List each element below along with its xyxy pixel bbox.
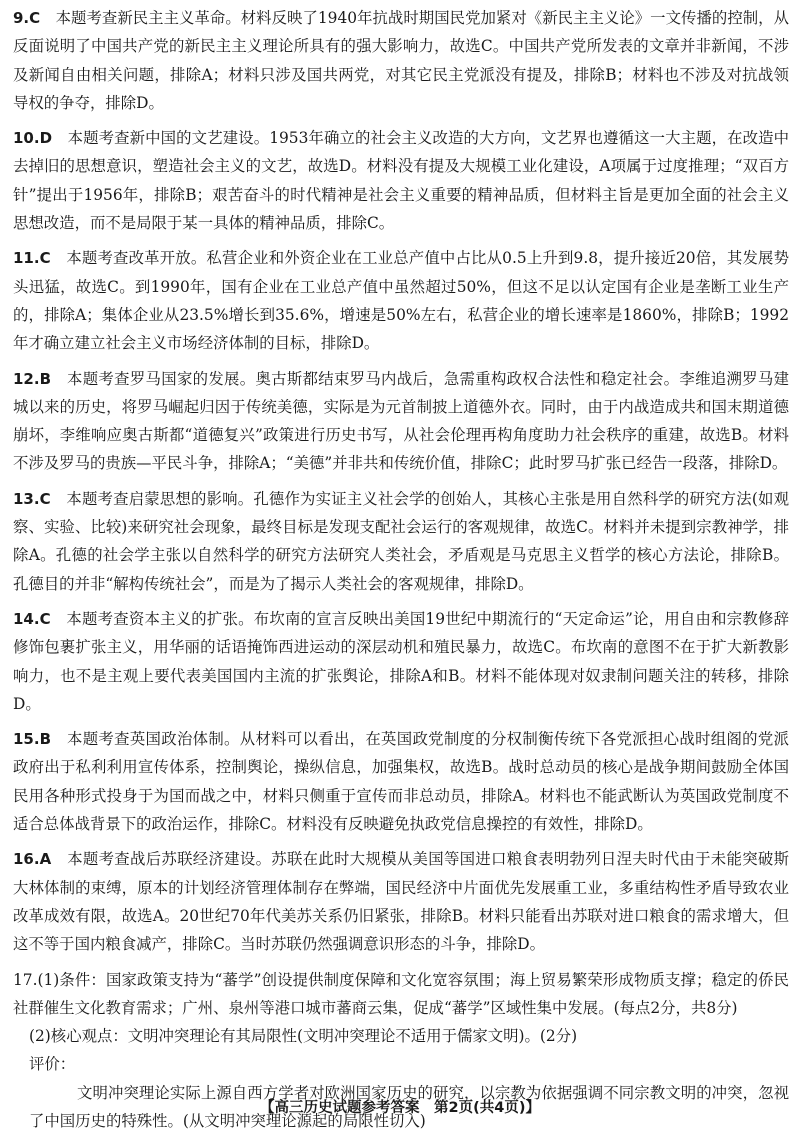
answer-item-15 bbox=[13, 725, 789, 838]
answer-item-9 bbox=[13, 4, 789, 117]
answer-item-14 bbox=[13, 605, 789, 718]
answer-text: 本题考查新民主主义革命。材料反映了1940年抗战时期国民党加紧对《新民主主义论》一文传播的控制，从反面说明了中国共产党的新民主主义理论所具有的强大影响力，故选C。中国共产党所发表的文章并非新闻，不涉及新闻自由相关问题，排除A；材料只涉及国共两党，对其它民主党派没有提及，排除B；材料也不涉及对抗战领导权的争夺，排除D。 bbox=[13, 9, 789, 112]
answer-text: 本题考查新中国的文艺建设。1953年确立的社会主义改造的大方向，文艺界也遵循这一大主题，在改造中去掉旧的思想意识，塑造社会主义的文艺，故选D。材料没有提及大规模工业化建设，A项属于过度推理；“双百方针”提出于1956年，排除B；艰苦奋斗的时代精神是社会主义重要的精神品质，但材料主旨是更加全面的社会主义思想改造，而不是局限于某一具体的精神品质，排除C。 bbox=[13, 129, 789, 233]
answer-text: 本题考查罗马国家的发展。奥古斯都结束罗马内战后，急需重构政权合法性和稳定社会。李维追溯罗马建城以来的历史，将罗马崛起归因于传统美德，实际是为元首制披上道德外衣。同时，由于内战造成共和国末期道德崩坏，李维响应奥古斯都“道德复兴”政策进行历史书写，从社会伦理再构角度助力社会秩序的重建，故选B。材料不涉及罗马的贵族—平民斗争，排除A；“美德”并非共和传统价值，排除C；此时罗马扩张已经告一段落，排除D。 bbox=[13, 369, 789, 473]
answer-number: 9.C bbox=[13, 9, 41, 27]
page-footer: 【高三历史试题参考答案 第2页(共4页)】 bbox=[260, 1100, 540, 1116]
answer-item-13 bbox=[13, 485, 789, 598]
answer-text: 本题考查英国政治体制。从材料可以看出，在英国政党制度的分权制衡传统下各党派担心战时组阁的党派政府出于私利利用宣传体系，控制舆论，操纵信息，加强集权，故选B。战时总动员的核心是战争期间鼓励全体国民用各种形式投身于为国而战之中，材料只侧重于宣传而非总动员，排除A。材料也不能武断认为英国政党制度不适合总体战背景下的政治运作，排除C。材料没有反映避免执政党信息操控的有效性，排除D。 bbox=[13, 730, 789, 834]
q17-part2: (2)核心观点：文明冲突理论有其局限性(文明冲突理论不适用于儒家文明)。(2分) bbox=[29, 1027, 578, 1046]
answer-item-10 bbox=[13, 124, 789, 237]
q17-part1: 17.(1)条件：国家政策支持为“蕃学”创设提供制度保障和文化宽容氛围；海上贸易繁荣形成物质支撑；稳定的侨民社群催生文化教育需求；广州、泉州等港口城市蕃商云集，促成“蕃学”区域性集中发展。(每点2分，共8分) bbox=[13, 970, 789, 1017]
answer-item-12 bbox=[13, 365, 789, 478]
answer-item-16 bbox=[13, 845, 789, 958]
answer-number: 11.C bbox=[13, 249, 51, 268]
answer-number: 12.B bbox=[13, 369, 52, 388]
answer-number: 10.D bbox=[13, 129, 53, 148]
answer-page bbox=[13, 4, 789, 1142]
answer-text: 本题考查战后苏联经济建设。苏联在此时大规模从美国等国进口粮食表明勃列日涅夫时代由于未能突破斯大林体制的束缚，原本的计划经济管理体制存在弊端，国民经济中片面优先发展重工业，多重结构性矛盾导致农业改革成效有限，故选A。20世纪70年代美苏关系仍旧紧张，排除B。材料只能看出苏联对进口粮食的需求增大，但这不等于国内粮食减产，排除C。当时苏联仍然强调意识形态的斗争，排除D。 bbox=[13, 850, 789, 954]
q17-eval-label: 评价： bbox=[29, 1055, 76, 1074]
answer-item-11 bbox=[13, 244, 789, 357]
answer-text: 本题考查启蒙思想的影响。孔德作为实证主义社会学的创始人，其核心主张是用自然科学的研究方法(如观察、实验、比较)来研究社会现象，最终目标是发现支配社会运行的客观规律，故选C。材料并未提到宗教神学，排除A。孔德的社会学主张以自然科学的研究方法研究人类社会，矛盾观是马克思主义哲学的核心方法论，排除B。孔德目的并非“解构传统社会”，而是为了揭示人类社会的客观规律，排除D。 bbox=[13, 489, 789, 593]
answer-text: 本题考查改革开放。私营企业和外资企业在工业总产值中占比从0.5上升到9.8，提升接近20倍，其发展势头迅猛，故选C。到1990年，国有企业在工业总产值中虽然超过50%，但这不足以认定国有企业是垄断工业生产的，排除A；集体企业从23.5%增长到35.6%，增速是50%左右，私营企业的增长速率是1860%，排除B；1992年才确立建立社会主义市场经济体制的目标，排除D。 bbox=[13, 249, 789, 353]
answer-number: 13.C bbox=[13, 489, 51, 508]
answer-number: 14.C bbox=[13, 609, 51, 628]
q17-eval-text: 文明冲突理论实际上源自西方学者对欧洲国家历史的研究，以宗教为依据强调不同宗教文明的冲突，忽视了中国历史的特殊性。(从文明冲突理论源起的局限性切入) bbox=[29, 1083, 789, 1130]
answer-number: 15.B bbox=[13, 730, 52, 749]
answer-text: 本题考查资本主义的扩张。布坎南的宣言反映出美国19世纪中期流行的“天定命运”论，用自由和宗教修辞修饰包裹扩张主义，用华丽的话语掩饰西进运动的深层动机和殖民暴力，故选C。布坎南的意图不在于扩大新教影响力，也不是主观上要代表美国国内主流的扩张舆论，排除A和B。材料不能体现对奴隶制问题关注的转移，排除D。 bbox=[13, 609, 789, 713]
answer-number: 16.A bbox=[13, 850, 52, 869]
